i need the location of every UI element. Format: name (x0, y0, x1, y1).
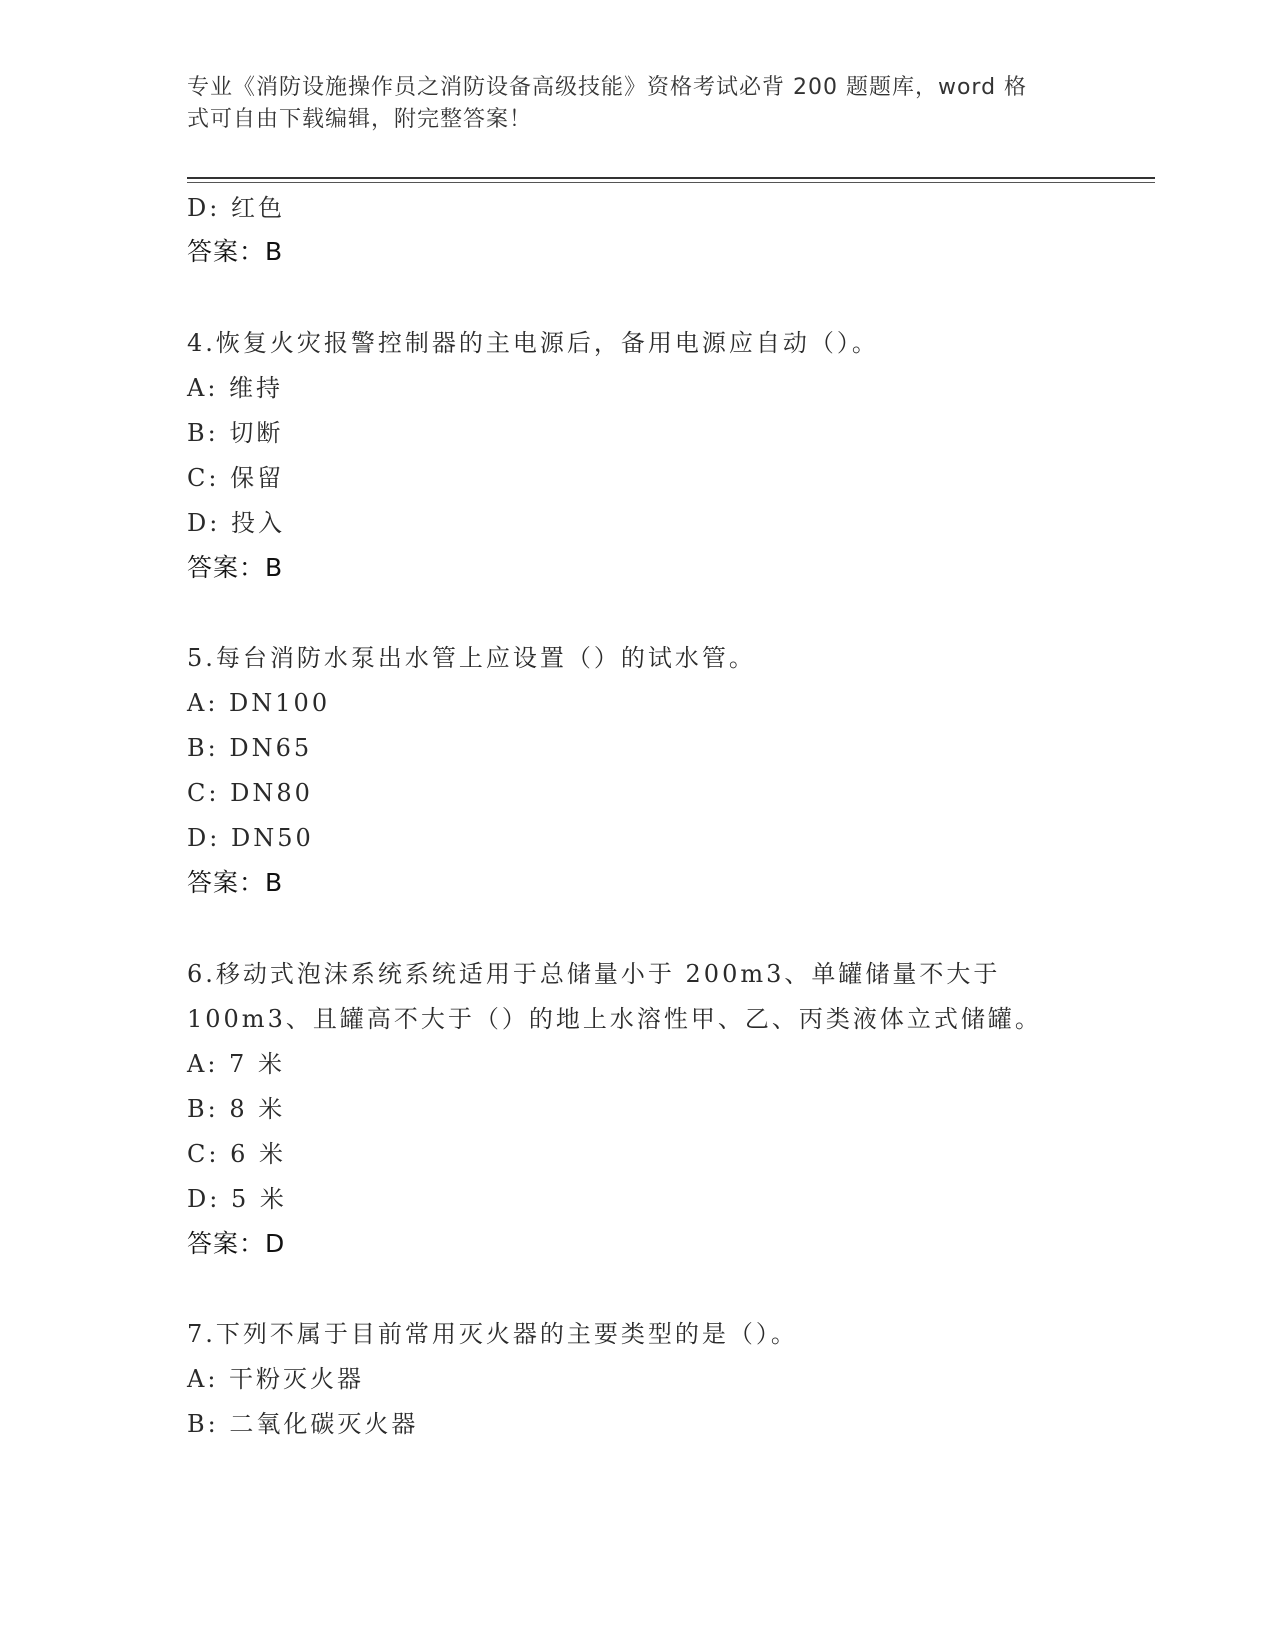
q5-option-a: A: DN100 (187, 689, 331, 717)
q4-option-a: A: 维持 (187, 374, 284, 402)
q6-question-line-2: 100m3、且罐高不大于（）的地上水溶性甲、乙、丙类液体立式储罐。 (187, 1005, 1042, 1033)
q6-question-line-1: 6.移动式泡沫系统系统适用于总储量小于 200m3、单罐储量不大于 (187, 960, 1001, 988)
header-divider-thick (187, 177, 1155, 179)
header-line-2: 式可自由下载编辑，附完整答案！ (187, 107, 533, 132)
q5-option-d: D: DN50 (187, 824, 314, 852)
q3-answer: 答案：B (187, 237, 284, 266)
q7-question: 7.下列不属于目前常用灭火器的主要类型的是（）。 (187, 1320, 798, 1348)
q3-option-d: D: 红色 (187, 194, 285, 222)
q6-option-d: D: 5 米 (187, 1185, 287, 1213)
q6-answer: 答案：D (187, 1229, 286, 1258)
q6-option-c: C: 6 米 (187, 1140, 286, 1168)
header-line-1: 专业《消防设施操作员之消防设备高级技能》资格考试必背 200 题题库，word 格 (187, 75, 1028, 100)
q5-question: 5.每台消防水泵出水管上应设置（）的试水管。 (187, 644, 756, 672)
header-divider-thin (187, 182, 1155, 183)
q4-option-c: C: 保留 (187, 464, 285, 492)
q4-option-d: D: 投入 (187, 509, 285, 537)
q5-option-b: B: DN65 (187, 734, 313, 762)
q5-option-c: C: DN80 (187, 779, 313, 807)
q4-question: 4.恢复火灾报警控制器的主电源后，备用电源应自动（）。 (187, 329, 879, 357)
q6-option-b: B: 8 米 (187, 1095, 286, 1123)
q7-option-a: A: 干粉灭火器 (187, 1365, 365, 1393)
q5-answer: 答案：B (187, 868, 284, 897)
q4-option-b: B: 切断 (187, 419, 284, 447)
q7-option-b: B: 二氧化碳灭火器 (187, 1410, 419, 1438)
q6-option-a: A: 7 米 (187, 1050, 285, 1078)
q4-answer: 答案：B (187, 553, 284, 582)
document-header (187, 72, 1067, 136)
